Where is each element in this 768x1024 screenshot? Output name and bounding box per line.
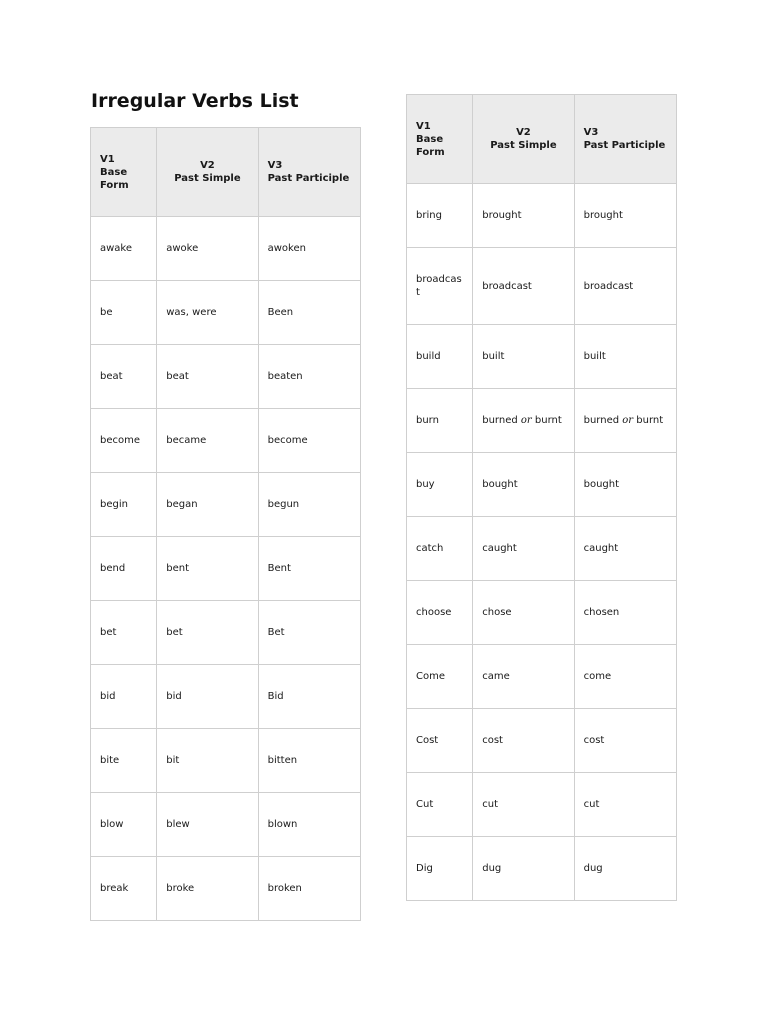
cell-v2: brought [473,184,574,248]
cell-v1: Cost [407,709,473,773]
table-row [407,773,677,837]
cell-v1: catch [407,517,473,581]
table-row [407,389,677,453]
cell-v1: bend [91,537,157,601]
cell-v3: begun [258,473,360,537]
table-row [91,793,361,857]
cell-v3: become [258,409,360,473]
cell-v3: bought [574,453,676,517]
cell-v2: broke [157,857,258,921]
cell-v2 [473,389,574,453]
header-v1-code: V1 [416,120,431,132]
cell-v1: burn [407,389,473,453]
header-v2-label: Past Simple [174,173,241,184]
table-row [407,248,677,325]
table-row [91,345,361,409]
table-row [91,217,361,281]
cell-v1: be [91,281,157,345]
cell-v2: bought [473,453,574,517]
cell-v2: became [157,409,258,473]
table-row [407,709,677,773]
cell-v3: come [574,645,676,709]
cell-v3: Been [258,281,360,345]
cell-v1: blow [91,793,157,857]
cell-v2-main: burned [482,415,518,426]
cell-v2: broadcast [473,248,574,325]
cell-v3: dug [574,837,676,901]
table-row [407,325,677,389]
cell-v1: break [91,857,157,921]
cell-v3: Bet [258,601,360,665]
cell-v2: blew [157,793,258,857]
header-v3 [574,95,676,184]
header-v1-label: Base Form [416,133,445,158]
cell-v3: broken [258,857,360,921]
cell-v1: Dig [407,837,473,901]
cell-v2: bid [157,665,258,729]
cell-v1: buy [407,453,473,517]
cell-v2: cost [473,709,574,773]
cell-v2: came [473,645,574,709]
cell-v2-alt: burnt [534,415,562,426]
table-row [91,857,361,921]
cell-v3: caught [574,517,676,581]
cell-v1: Cut [407,773,473,837]
table-row [91,665,361,729]
table-row [91,537,361,601]
cell-v1: awake [91,217,157,281]
cell-v3-main: burned [583,415,620,426]
cell-v3: beaten [258,345,360,409]
cell-v3: brought [574,184,676,248]
cell-v3: chosen [574,581,676,645]
header-v2-code: V2 [516,127,531,138]
table-row [91,729,361,793]
table-row [91,601,361,665]
cell-v2: awoke [157,217,258,281]
header-v1 [407,95,473,184]
cell-v3: Bent [258,537,360,601]
cell-v1: become [91,409,157,473]
header-v2 [157,128,258,217]
cell-v2: chose [473,581,574,645]
cell-v2: bit [157,729,258,793]
cell-v3: broadcast [574,248,676,325]
verbs-table-left [90,127,361,921]
table-row [407,837,677,901]
cell-v1: choose [407,581,473,645]
cell-v3 [574,389,676,453]
cell-v2: was, were [157,281,258,345]
cell-v2: bet [157,601,258,665]
cell-v2-or: or [520,415,532,426]
table-row [91,409,361,473]
table-row [407,453,677,517]
cell-v2: bent [157,537,258,601]
header-v2-code: V2 [200,160,215,171]
cell-v1: broadcast [407,248,473,325]
header-v1-label: Base Form [100,166,129,191]
table-row [407,581,677,645]
header-v3-code: V3 [267,160,283,171]
header-v1-code: V1 [100,153,115,165]
cell-v3: awoken [258,217,360,281]
cell-v3: Bid [258,665,360,729]
header-v3-code: V3 [583,127,599,138]
cell-v2: began [157,473,258,537]
cell-v3: blown [258,793,360,857]
header-v3-label: Past Participle [267,173,350,184]
verbs-table-right [406,94,677,901]
cell-v1: beat [91,345,157,409]
cell-v1: Come [407,645,473,709]
table-header-row [407,95,677,184]
header-v1 [91,128,157,217]
cell-v2: beat [157,345,258,409]
cell-v1: begin [91,473,157,537]
header-v2 [473,95,574,184]
cell-v1: bet [91,601,157,665]
cell-v3: cut [574,773,676,837]
cell-v2: dug [473,837,574,901]
cell-v3: built [574,325,676,389]
cell-v2: cut [473,773,574,837]
table-row [91,473,361,537]
table-header-row [91,128,361,217]
header-v2-label: Past Simple [490,140,557,151]
cell-v1: bring [407,184,473,248]
cell-v1: bid [91,665,157,729]
cell-v1: bite [91,729,157,793]
table-row [407,184,677,248]
cell-v2: caught [473,517,574,581]
cell-v3-or: or [622,415,634,426]
cell-v3: cost [574,709,676,773]
page-title: Irregular Verbs List [91,90,299,112]
table-row [407,645,677,709]
cell-v3-alt: burnt [636,415,664,426]
table-row [91,281,361,345]
table-row [407,517,677,581]
cell-v2: built [473,325,574,389]
header-v3 [258,128,360,217]
cell-v3: bitten [258,729,360,793]
header-v3-label: Past Participle [583,140,666,151]
cell-v1: build [407,325,473,389]
